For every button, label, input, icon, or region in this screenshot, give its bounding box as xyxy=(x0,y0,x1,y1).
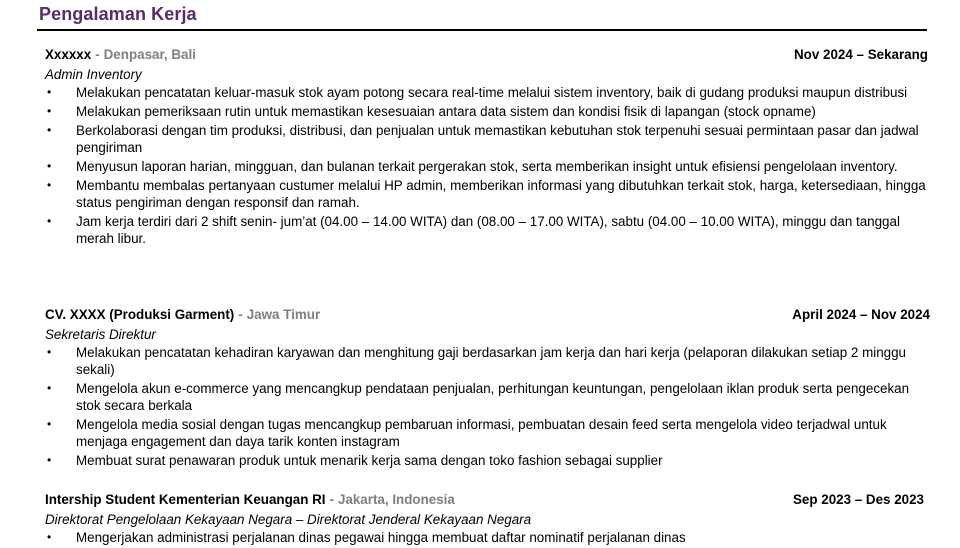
duty-item xyxy=(45,380,930,414)
job-period: Sep 2023 – Des 2023 xyxy=(792,492,924,507)
job-period: April 2024 – Nov 2024 xyxy=(792,307,930,322)
duty-list xyxy=(45,529,930,546)
bullet-icon: • xyxy=(47,417,52,431)
company-name: Xxxxxx xyxy=(45,47,92,62)
duty-item xyxy=(45,529,930,546)
bullet-icon: • xyxy=(47,345,52,359)
bullet-icon: • xyxy=(47,104,52,118)
job-location: Denpasar, Bali xyxy=(103,47,196,62)
duty-text: Mengerjakan administrasi perjalanan dinas pegawai hingga membuat daftar nominatif perjalanan dinas xyxy=(76,530,686,545)
duty-item xyxy=(45,416,930,450)
duty-text: Menyusun laporan harian, mingguan, dan bulanan terkait pergerakan stok, serta memberikan insight untuk efisiensi pengelolaan inventory. xyxy=(76,159,898,174)
duty-text: Melakukan pencatatan keluar-masuk stok ayam potong secara real-time melalui sistem inventory, baik di gudang produksi maupun distribusi xyxy=(76,85,908,100)
duty-text: Melakukan pemeriksaan rutin untuk memastikan kesesuaian antara data sistem dan kondisi fisik di lapangan (stock opname) xyxy=(76,104,816,119)
bullet-icon: • xyxy=(47,123,52,137)
duty-item xyxy=(45,84,930,101)
bullet-icon: • xyxy=(47,178,52,192)
duty-text: Membantu membalas pertanyaan custumer melalui HP admin, memberikan informasi yang dibutuhkan terkait stok, harga, ketersediaan, hingga status pengiriman dengan responsif dan ramah. xyxy=(76,178,926,210)
duty-item xyxy=(45,122,930,156)
duty-text: Jam kerja terdiri dari 2 shift senin- jum’at (04.00 – 14.00 WITA) dan (08.00 – 17.00 WITA), sabtu (04.00 – 10.00 WITA), minggu dan tanggal merah libur. xyxy=(76,214,900,246)
job-location: Jawa Timur xyxy=(246,307,321,322)
job-entry xyxy=(45,45,930,249)
duty-list xyxy=(45,344,930,469)
company-name: CV. XXXX (Produksi Garment) xyxy=(45,307,235,322)
duty-text: Berkolaborasi dengan tim produksi, distribusi, dan penjualan untuk memastikan kebutuhan stok terpenuhi sesuai permintaan pasar dan jadwal pengiriman xyxy=(76,123,919,155)
duty-list xyxy=(45,84,930,247)
job-role: Sekretaris Direktur xyxy=(45,327,156,342)
duty-item xyxy=(45,103,930,120)
duty-text: Mengelola media sosial dengan tugas mencangkup pembaruan informasi, pembuatan desain feed serta mengelola video terjadwal untuk menjaga engagement dan daya tarik konten instagram xyxy=(76,417,887,449)
duty-text: Membuat surat penawaran produk untuk menarik kerja sama dengan toko fashion sebagai supplier xyxy=(76,453,663,468)
job-header xyxy=(45,490,930,510)
duty-text: Melakukan pencatatan kehadiran karyawan dan menghitung gaji berdasarkan jam kerja dan hari kerja (pelaporan dilakukan setiap 2 minggu sekali) xyxy=(76,345,906,377)
job-header xyxy=(45,305,930,325)
bullet-icon: • xyxy=(47,530,52,544)
bullet-icon: • xyxy=(47,453,52,467)
job-period: Nov 2024 – Sekarang xyxy=(794,47,928,62)
bullet-icon: • xyxy=(47,159,52,173)
job-header xyxy=(45,45,930,65)
duty-item xyxy=(45,177,930,211)
section-title: Pengalaman Kerja xyxy=(39,4,197,24)
company-location-separator: - xyxy=(95,47,100,62)
bullet-icon: • xyxy=(47,214,52,228)
duty-text: Mengelola akun e-commerce yang mencangkup pendataan penjualan, perhitungan keuntungan, pengelolaan iklan produk serta pengecekan stok secara berkala xyxy=(76,381,910,413)
job-entry xyxy=(45,490,930,548)
job-role: Admin Inventory xyxy=(45,67,142,82)
company-location-separator: - xyxy=(238,307,243,322)
job-location: Jakarta, Indonesia xyxy=(337,492,455,507)
company-location-separator: - xyxy=(329,492,334,507)
bullet-icon: • xyxy=(47,381,52,395)
duty-item xyxy=(45,344,930,378)
duty-item xyxy=(45,452,930,469)
job-role: Direktorat Pengelolaan Kekayaan Negara – Direktorat Jenderal Kekayaan Negara xyxy=(45,512,532,527)
job-entry xyxy=(45,305,930,471)
company-name: Intership Student Kementerian Keuangan RI xyxy=(45,492,326,507)
duty-item xyxy=(45,158,930,175)
section-divider xyxy=(37,29,927,31)
bullet-icon: • xyxy=(47,85,52,99)
duty-item xyxy=(45,213,930,247)
